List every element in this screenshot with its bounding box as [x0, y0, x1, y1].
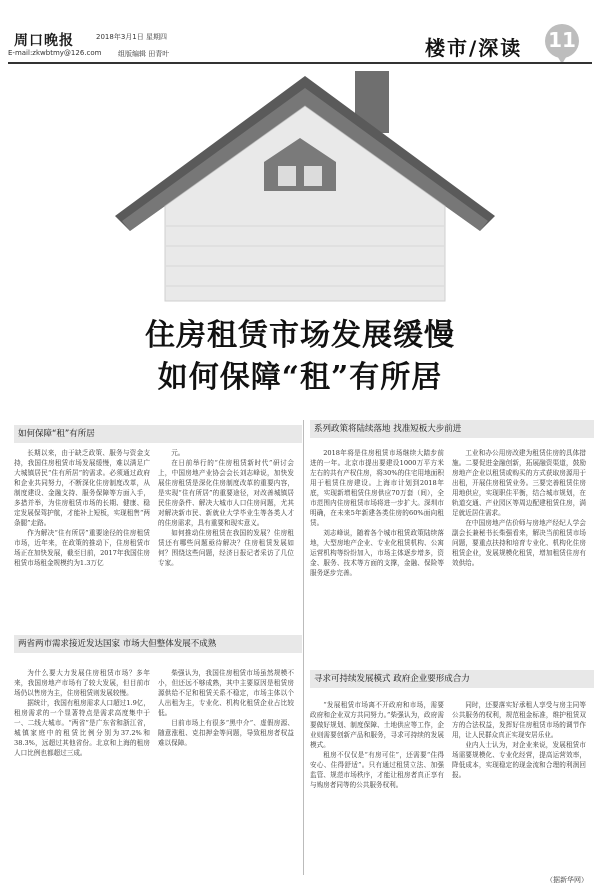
section-1-col-1 [14, 448, 150, 568]
paragraph: 为什么要大力发展住房租赁市场？多年来，我国房地产市场有了较大发展，但目前市场仍以售房为主，住房租赁则发展较慢。 [14, 669, 150, 697]
section-3-col-1 [14, 668, 150, 758]
column-divider [303, 420, 304, 875]
house-illustration [100, 66, 510, 306]
newspaper-logo: 周口晚报 [14, 33, 74, 49]
paragraph: 据统计，我国有租房需求人口超过1.9亿，租房需求的一个显著特点是需求高度集中于一、二线大城市。“两省”是广东省和浙江省，城镇家庭中的租赁比例分别为37.2%和38.3%，远超过其他省份。北京和上海的租房人口比例也都超过三成。 [14, 699, 150, 757]
headline-line-1: 住房租赁市场发展缓慢 [145, 318, 455, 353]
section-3-col-2 [158, 668, 294, 748]
paragraph: 租房不仅仅是“有房可住”，还需要“住得安心、住得舒适”。只有通过租赁立法、加强监管、规范市场秩序，才能让租房者真正享有与购房者同等的公共服务权利。 [310, 751, 444, 789]
paragraph: 作为解决“住有所居”重要途径的住房租赁市场，近年来，在政策的推动下，住房租赁市场正在加快发展，截至目前，2017年我国住房租赁市场租金规模约为1.3万亿 [14, 529, 150, 567]
paragraph: “发展租赁市场离不开政府和市场，需要政府和企业双方共同努力。”柴强认为，政府需要做好规划、制度保障、土地供应等工作，企业则需要创新产品和服务，寻求可持续的发展模式。 [310, 701, 444, 749]
section-4-col-2 [452, 700, 586, 780]
paragraph: 工业和办公用房改建为租赁住房的具体措施。二要促进金融创新，拓展融资渠道，鼓励房地产企业以租赁或购买的方式获取房源用于出租，开展住房租赁业务。三要完善租赁住房用地供应，实现职住平衡，结合城市规划，在轨道交通、产业园区等周边配建租赁住房，满足就近居住需求。 [452, 449, 586, 517]
paragraph: 刘志峰说，随着各个城市租赁政策陆续落地，大型房地产企业、专业化租赁机构、公寓运营机构等纷纷加入，市场主体逐步增多，资金、服务、技术等方面的支撑，金融、保险等服务逐步完善。 [310, 529, 444, 577]
section-1-col-2 [158, 448, 294, 568]
section-title: 楼市/深读 [425, 36, 523, 60]
paragraph: 目前市场上有很多“黑中介”、虚假房源、随意涨租、克扣押金等问题，导致租房者权益难以保障。 [158, 719, 294, 747]
paragraph: 长期以来，由于缺乏政策、服务与资金支持，我国住房租赁市场发展缓慢，难以满足广大城镇居民“住有所居”的需求。必须通过政府和企业共同努力，不断深化住房制度改革，从制度建设、金融支持、服务保障等方面入手，多措并举，为住房租赁市场的长期、健康、稳定发展保驾护航，才能补上短板，实现租售“两条腿”走路。 [14, 449, 150, 527]
section-2-col-1 [310, 448, 444, 578]
editor-credit: 组版编辑 田青叶 [118, 50, 170, 58]
section-2-title: 系列政策将陆续落地 找准短板大步前进 [310, 420, 594, 438]
paragraph: 2018年将是住房租赁市场继续大踏步前进的一年。北京市提出要建设1000万平方米左右的共有产权住房，将30%的住宅用地面积用于租赁住房建设。上海市计划到2018年底，实现新增租赁住房供应70万套（间），全市范围内住房租赁市场将进一步扩大。深圳市明确，在未来5年新建各类住房的60%面向租赁。 [310, 449, 444, 527]
section-4-col-1 [310, 700, 444, 790]
section-1-title: 如何保障“租”有所居 [14, 425, 302, 443]
masthead-rule [8, 62, 592, 64]
paragraph: 在中国房地产估价师与房地产经纪人学会副会长兼秘书长柴强看来，解决当前租赁市场问题，要重点扶持和培育专业化、机构化住房租赁企业，发展规模化租赁，增加租赁住房有效供给。 [452, 519, 586, 567]
page-number: 11 [548, 28, 576, 52]
paragraph: 业内人士认为，对企业来说，发展租赁市场需要规模化、专业化经营，提高运营效率，降低成本，实现稳定的现金流和合理的利润回报。 [452, 741, 586, 779]
house-wall [165, 106, 445, 301]
source-credit: （据新华网） [546, 876, 588, 884]
paragraph: 元。 [171, 449, 185, 457]
headline-line-2: 如何保障“租”有所居 [157, 360, 443, 395]
paragraph: 同时，还要落实好承租人享受与房主同等公共服务的权利，规范租金标准，维护租赁双方的合法权益，发挥好住房租赁市场的调节作用，让人民群众真正实现安居乐业。 [452, 701, 586, 739]
paragraph: 在日前举行的“住房租赁新时代”研讨会上，中国房地产业协会会长刘志峰说，加快发展住房租赁是深化住房制度改革的重要内容，是实现“住有所居”的重要途径，对改善城镇居民住房条件、解决大城市人口住房问题，尤其对解决新市民、新就业大学毕业生等各类人才的住房需求，具有重要和现实意义。 [158, 459, 294, 527]
section-4-title: 寻求可持续发展模式 政府企业要形成合力 [310, 670, 594, 688]
section-2-col-2 [452, 448, 586, 568]
contact-email: E-mail:zkwbtmy@126.com [8, 49, 102, 57]
dateline: 2018年3月1日 星期四 [96, 33, 167, 41]
paragraph: 柴强认为，我国住房租赁市场虽然规模不小，但还远不够成熟，其中主要原因是租赁房源供给不足和租赁关系不稳定，市场主体以个人出租为主，专业化、机构化租赁企业占比较低。 [158, 669, 294, 717]
paragraph: 如何推动住房租赁在我国的发展？住房租赁还有哪些问题亟待解决？住房租赁发展如何？围绕这些问题，经济日报记者采访了几位专家。 [158, 529, 294, 567]
section-3-title: 两省两市需求接近发达国家 市场大但整体发展不成熟 [14, 635, 302, 653]
